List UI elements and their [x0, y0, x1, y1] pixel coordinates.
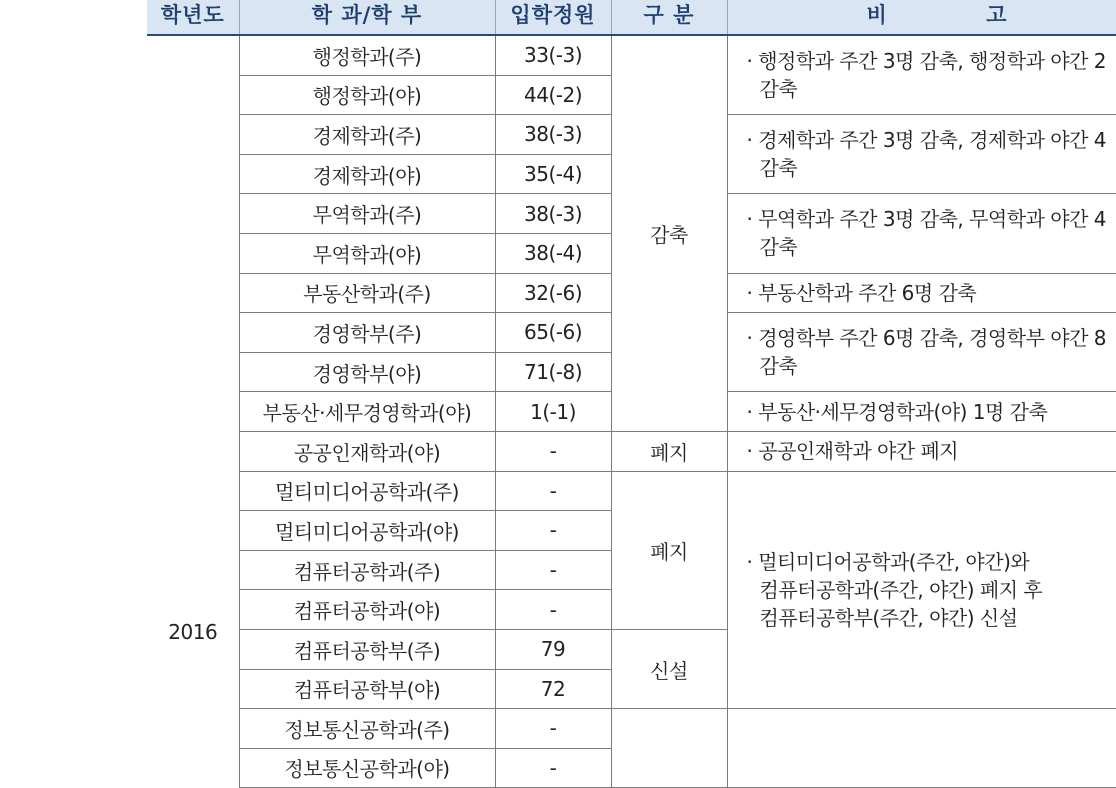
note-line: 감축: [760, 75, 1116, 103]
category-cell-empty: [611, 709, 727, 788]
header-row: [147, 0, 1116, 35]
table-row: [147, 35, 1116, 75]
note-cell: [727, 392, 1116, 432]
note-line: · 경제학과 주간 3명 감축, 경제학과 야간 4: [760, 126, 1116, 154]
note-cell: [727, 471, 1116, 709]
note-cell: [727, 431, 1116, 471]
dept-cell: 컴퓨터공학부(주): [239, 629, 495, 669]
quota-cell: 72: [495, 669, 611, 709]
dept-cell: 멀티미디어공학과(주): [239, 471, 495, 511]
quota-cell: 71(-8): [495, 352, 611, 392]
dept-cell: 행정학과(야): [239, 75, 495, 115]
category-cell: 폐지: [611, 431, 727, 471]
note-cell: [727, 194, 1116, 273]
header-note: [727, 0, 1116, 35]
note-line: 감축: [760, 233, 1116, 261]
note-line: · 부동산·세무경영학과(야) 1명 감축: [760, 398, 1116, 426]
quota-cell: 32(-6): [495, 273, 611, 313]
dept-cell: 부동산·세무경영학과(야): [239, 392, 495, 432]
table-row: [147, 709, 1116, 749]
table-row: [147, 431, 1116, 471]
quota-cell: 35(-4): [495, 154, 611, 194]
quota-cell: 1(-1): [495, 392, 611, 432]
quota-cell: 33(-3): [495, 35, 611, 75]
quota-cell: 38(-4): [495, 233, 611, 273]
header-year: 학년도: [147, 0, 239, 35]
header-category: 구 분: [611, 0, 727, 35]
quota-cell: -: [495, 590, 611, 630]
quota-cell: -: [495, 550, 611, 590]
note-line: · 공공인재학과 야간 폐지: [760, 437, 1116, 465]
category-cell: 감축: [611, 35, 727, 431]
note-cell: [727, 313, 1116, 392]
note-line: · 행정학과 주간 3명 감축, 행정학과 야간 2: [760, 47, 1116, 75]
admission-quota-table: [147, 0, 1116, 788]
note-cell-empty: [727, 709, 1116, 788]
quota-cell: -: [495, 471, 611, 511]
dept-cell: 경영학부(주): [239, 313, 495, 353]
dept-cell: 경제학과(주): [239, 115, 495, 155]
quota-cell: -: [495, 431, 611, 471]
header-dept: 학 과/학 부: [239, 0, 495, 35]
dept-cell: 경제학과(야): [239, 154, 495, 194]
year-cell: 2016: [147, 35, 239, 788]
dept-cell: 멀티미디어공학과(야): [239, 511, 495, 551]
quota-cell: 79: [495, 629, 611, 669]
note-line: 감축: [760, 154, 1116, 182]
dept-cell: 정보통신공학과(주): [239, 709, 495, 749]
note-cell: [727, 35, 1116, 115]
note-line: · 부동산학과 주간 6명 감축: [760, 279, 1116, 307]
dept-cell: 컴퓨터공학부(야): [239, 669, 495, 709]
dept-cell: 공공인재학과(야): [239, 431, 495, 471]
dept-cell: 컴퓨터공학과(야): [239, 590, 495, 630]
note-line: 컴퓨터공학부(주간, 야간) 신설: [760, 604, 1116, 632]
note-line: 컴퓨터공학과(주간, 야간) 폐지 후: [760, 576, 1116, 604]
note-line: · 무역학과 주간 3명 감축, 무역학과 야간 4: [760, 205, 1116, 233]
quota-cell: 38(-3): [495, 194, 611, 234]
dept-cell: 무역학과(야): [239, 233, 495, 273]
header-quota: 입학정원: [495, 0, 611, 35]
note-line: 감축: [760, 352, 1116, 380]
table-row: [147, 471, 1116, 511]
quota-cell: -: [495, 709, 611, 749]
header-note-label: 비 고: [867, 0, 1008, 29]
dept-cell: 컴퓨터공학과(주): [239, 550, 495, 590]
quota-cell: 44(-2): [495, 75, 611, 115]
note-cell: [727, 115, 1116, 194]
dept-cell: 행정학과(주): [239, 35, 495, 75]
quota-cell: -: [495, 511, 611, 551]
quota-cell: 38(-3): [495, 115, 611, 155]
dept-cell: 정보통신공학과(야): [239, 748, 495, 788]
dept-cell: 경영학부(야): [239, 352, 495, 392]
note-line: · 경영학부 주간 6명 감축, 경영학부 야간 8: [760, 324, 1116, 352]
note-line: · 멀티미디어공학과(주간, 야간)와: [760, 548, 1116, 576]
category-cell: 폐지: [611, 471, 727, 629]
dept-cell: 부동산학과(주): [239, 273, 495, 313]
note-cell: [727, 273, 1116, 313]
dept-cell: 무역학과(주): [239, 194, 495, 234]
category-cell: 신설: [611, 629, 727, 708]
quota-cell: 65(-6): [495, 313, 611, 353]
quota-cell: -: [495, 748, 611, 788]
